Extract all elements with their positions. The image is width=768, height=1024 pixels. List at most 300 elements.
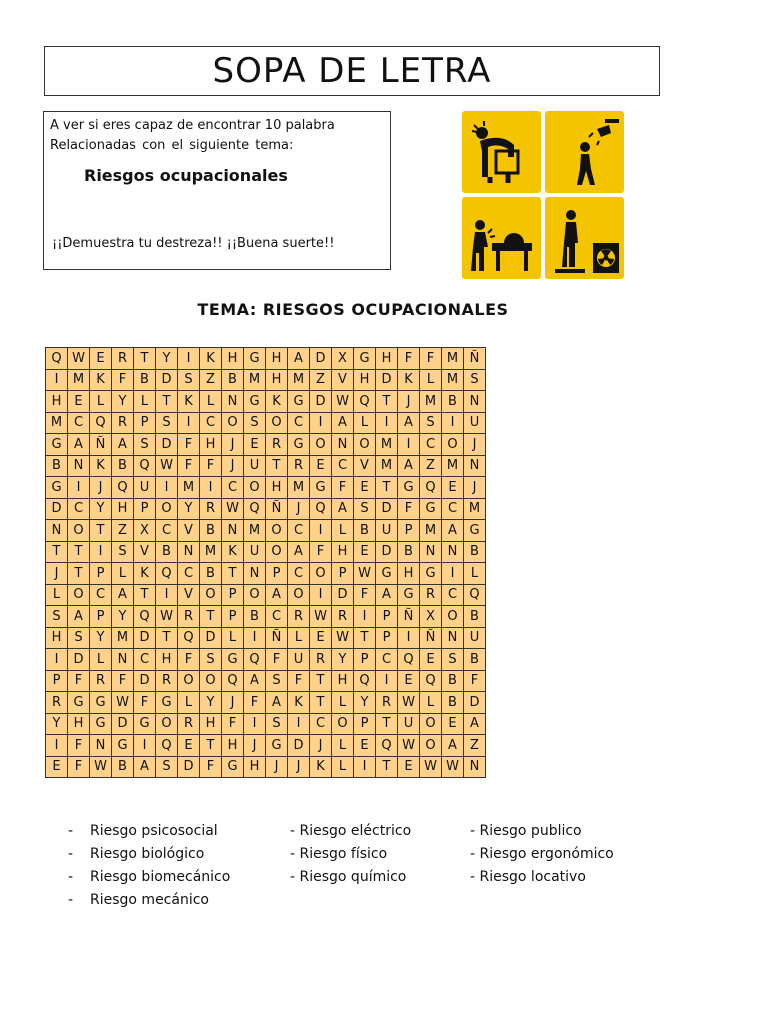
- grid-cell[interactable]: G: [398, 584, 420, 606]
- grid-cell[interactable]: W: [156, 606, 178, 628]
- grid-cell[interactable]: Y: [112, 391, 134, 413]
- grid-cell[interactable]: D: [310, 348, 332, 370]
- grid-cell[interactable]: L: [354, 412, 376, 434]
- grid-cell[interactable]: M: [288, 477, 310, 499]
- grid-cell[interactable]: T: [376, 713, 398, 735]
- grid-cell[interactable]: Y: [332, 649, 354, 671]
- grid-cell[interactable]: I: [156, 477, 178, 499]
- grid-cell[interactable]: R: [90, 670, 112, 692]
- grid-cell[interactable]: D: [112, 713, 134, 735]
- grid-cell[interactable]: D: [376, 498, 398, 520]
- grid-cell[interactable]: D: [376, 541, 398, 563]
- grid-cell[interactable]: K: [90, 455, 112, 477]
- grid-cell[interactable]: D: [376, 369, 398, 391]
- grid-cell[interactable]: N: [68, 455, 90, 477]
- grid-cell[interactable]: S: [442, 649, 464, 671]
- grid-cell[interactable]: I: [46, 735, 68, 757]
- grid-cell[interactable]: M: [464, 498, 486, 520]
- grid-cell[interactable]: C: [420, 434, 442, 456]
- grid-cell[interactable]: F: [178, 434, 200, 456]
- grid-cell[interactable]: A: [68, 434, 90, 456]
- grid-cell[interactable]: H: [266, 369, 288, 391]
- grid-cell[interactable]: T: [354, 627, 376, 649]
- grid-cell[interactable]: K: [310, 756, 332, 778]
- grid-cell[interactable]: N: [442, 541, 464, 563]
- grid-cell[interactable]: Z: [112, 520, 134, 542]
- grid-cell[interactable]: M: [200, 541, 222, 563]
- grid-cell[interactable]: P: [376, 606, 398, 628]
- grid-cell[interactable]: W: [332, 391, 354, 413]
- grid-cell[interactable]: F: [200, 756, 222, 778]
- grid-cell[interactable]: N: [332, 434, 354, 456]
- grid-cell[interactable]: N: [222, 391, 244, 413]
- grid-cell[interactable]: I: [178, 412, 200, 434]
- grid-cell[interactable]: E: [90, 348, 112, 370]
- grid-cell[interactable]: B: [442, 692, 464, 714]
- grid-cell[interactable]: N: [464, 756, 486, 778]
- grid-cell[interactable]: C: [376, 649, 398, 671]
- grid-cell[interactable]: D: [156, 369, 178, 391]
- grid-cell[interactable]: L: [222, 627, 244, 649]
- grid-cell[interactable]: S: [200, 649, 222, 671]
- grid-cell[interactable]: T: [90, 520, 112, 542]
- grid-cell[interactable]: C: [68, 498, 90, 520]
- grid-cell[interactable]: K: [90, 369, 112, 391]
- grid-cell[interactable]: H: [354, 369, 376, 391]
- grid-cell[interactable]: C: [288, 520, 310, 542]
- grid-cell[interactable]: F: [288, 670, 310, 692]
- grid-cell[interactable]: L: [420, 692, 442, 714]
- grid-cell[interactable]: Ñ: [420, 627, 442, 649]
- grid-cell[interactable]: E: [442, 477, 464, 499]
- grid-cell[interactable]: N: [178, 541, 200, 563]
- grid-cell[interactable]: Q: [310, 498, 332, 520]
- grid-cell[interactable]: U: [376, 520, 398, 542]
- grid-cell[interactable]: Q: [222, 670, 244, 692]
- grid-cell[interactable]: J: [222, 434, 244, 456]
- grid-cell[interactable]: T: [310, 692, 332, 714]
- grid-cell[interactable]: B: [442, 391, 464, 413]
- grid-cell[interactable]: Q: [244, 498, 266, 520]
- grid-cell[interactable]: O: [266, 412, 288, 434]
- grid-cell[interactable]: Q: [156, 735, 178, 757]
- grid-cell[interactable]: I: [200, 477, 222, 499]
- grid-cell[interactable]: F: [244, 692, 266, 714]
- grid-cell[interactable]: G: [244, 348, 266, 370]
- grid-cell[interactable]: V: [332, 369, 354, 391]
- grid-cell[interactable]: P: [134, 412, 156, 434]
- grid-cell[interactable]: C: [200, 412, 222, 434]
- grid-cell[interactable]: H: [332, 670, 354, 692]
- grid-cell[interactable]: O: [200, 670, 222, 692]
- grid-cell[interactable]: G: [68, 692, 90, 714]
- grid-cell[interactable]: M: [112, 627, 134, 649]
- grid-cell[interactable]: P: [134, 498, 156, 520]
- grid-cell[interactable]: N: [244, 563, 266, 585]
- grid-cell[interactable]: H: [46, 627, 68, 649]
- grid-cell[interactable]: I: [398, 434, 420, 456]
- grid-cell[interactable]: G: [244, 391, 266, 413]
- grid-cell[interactable]: S: [46, 606, 68, 628]
- grid-cell[interactable]: B: [442, 670, 464, 692]
- grid-cell[interactable]: D: [288, 735, 310, 757]
- grid-cell[interactable]: X: [134, 520, 156, 542]
- grid-cell[interactable]: G: [112, 735, 134, 757]
- grid-cell[interactable]: J: [46, 563, 68, 585]
- grid-cell[interactable]: S: [266, 670, 288, 692]
- grid-cell[interactable]: T: [376, 756, 398, 778]
- grid-cell[interactable]: B: [134, 369, 156, 391]
- grid-cell[interactable]: I: [46, 369, 68, 391]
- grid-cell[interactable]: D: [134, 670, 156, 692]
- grid-cell[interactable]: G: [156, 692, 178, 714]
- grid-cell[interactable]: M: [178, 477, 200, 499]
- grid-cell[interactable]: A: [266, 584, 288, 606]
- grid-cell[interactable]: O: [442, 606, 464, 628]
- grid-cell[interactable]: S: [178, 369, 200, 391]
- grid-cell[interactable]: O: [244, 584, 266, 606]
- grid-cell[interactable]: V: [354, 455, 376, 477]
- grid-cell[interactable]: M: [68, 369, 90, 391]
- grid-cell[interactable]: E: [244, 434, 266, 456]
- grid-cell[interactable]: I: [244, 713, 266, 735]
- grid-cell[interactable]: A: [266, 692, 288, 714]
- grid-cell[interactable]: C: [310, 713, 332, 735]
- grid-cell[interactable]: B: [46, 455, 68, 477]
- grid-cell[interactable]: P: [222, 606, 244, 628]
- grid-cell[interactable]: F: [134, 692, 156, 714]
- grid-cell[interactable]: A: [134, 756, 156, 778]
- grid-cell[interactable]: F: [398, 348, 420, 370]
- grid-cell[interactable]: O: [68, 520, 90, 542]
- grid-cell[interactable]: B: [464, 649, 486, 671]
- grid-cell[interactable]: M: [244, 520, 266, 542]
- grid-cell[interactable]: Y: [156, 348, 178, 370]
- grid-cell[interactable]: P: [354, 649, 376, 671]
- grid-cell[interactable]: K: [178, 391, 200, 413]
- grid-cell[interactable]: L: [178, 692, 200, 714]
- grid-cell[interactable]: L: [332, 692, 354, 714]
- grid-cell[interactable]: U: [244, 455, 266, 477]
- grid-cell[interactable]: T: [200, 606, 222, 628]
- grid-cell[interactable]: F: [310, 541, 332, 563]
- grid-cell[interactable]: T: [68, 541, 90, 563]
- grid-cell[interactable]: P: [354, 713, 376, 735]
- grid-cell[interactable]: E: [442, 713, 464, 735]
- grid-cell[interactable]: R: [420, 584, 442, 606]
- grid-cell[interactable]: N: [464, 455, 486, 477]
- grid-cell[interactable]: W: [354, 563, 376, 585]
- grid-cell[interactable]: K: [222, 541, 244, 563]
- grid-cell[interactable]: A: [398, 412, 420, 434]
- grid-cell[interactable]: D: [332, 584, 354, 606]
- grid-cell[interactable]: G: [222, 649, 244, 671]
- grid-cell[interactable]: Q: [46, 348, 68, 370]
- grid-cell[interactable]: J: [222, 455, 244, 477]
- grid-cell[interactable]: G: [464, 520, 486, 542]
- grid-cell[interactable]: M: [442, 348, 464, 370]
- grid-cell[interactable]: B: [112, 455, 134, 477]
- grid-cell[interactable]: M: [376, 455, 398, 477]
- grid-cell[interactable]: A: [112, 584, 134, 606]
- grid-cell[interactable]: I: [156, 584, 178, 606]
- grid-cell[interactable]: M: [442, 369, 464, 391]
- grid-cell[interactable]: O: [156, 498, 178, 520]
- grid-cell[interactable]: E: [310, 627, 332, 649]
- grid-cell[interactable]: C: [442, 498, 464, 520]
- grid-cell[interactable]: I: [68, 477, 90, 499]
- grid-cell[interactable]: U: [288, 649, 310, 671]
- grid-cell[interactable]: P: [46, 670, 68, 692]
- grid-cell[interactable]: Q: [464, 584, 486, 606]
- grid-cell[interactable]: H: [376, 348, 398, 370]
- grid-cell[interactable]: P: [222, 584, 244, 606]
- grid-cell[interactable]: I: [178, 348, 200, 370]
- grid-cell[interactable]: R: [178, 713, 200, 735]
- grid-cell[interactable]: L: [90, 649, 112, 671]
- grid-cell[interactable]: B: [464, 541, 486, 563]
- grid-cell[interactable]: F: [266, 649, 288, 671]
- grid-cell[interactable]: Y: [200, 692, 222, 714]
- grid-cell[interactable]: J: [464, 434, 486, 456]
- grid-cell[interactable]: T: [134, 584, 156, 606]
- grid-cell[interactable]: O: [310, 563, 332, 585]
- grid-cell[interactable]: T: [376, 391, 398, 413]
- grid-cell[interactable]: R: [200, 498, 222, 520]
- grid-cell[interactable]: N: [420, 541, 442, 563]
- grid-cell[interactable]: C: [288, 412, 310, 434]
- grid-cell[interactable]: N: [46, 520, 68, 542]
- grid-cell[interactable]: O: [266, 541, 288, 563]
- grid-cell[interactable]: T: [310, 670, 332, 692]
- grid-cell[interactable]: Q: [398, 649, 420, 671]
- grid-cell[interactable]: S: [266, 713, 288, 735]
- grid-cell[interactable]: L: [332, 520, 354, 542]
- grid-cell[interactable]: W: [90, 756, 112, 778]
- grid-cell[interactable]: W: [398, 692, 420, 714]
- grid-cell[interactable]: L: [134, 391, 156, 413]
- grid-cell[interactable]: A: [244, 670, 266, 692]
- grid-cell[interactable]: I: [376, 670, 398, 692]
- grid-cell[interactable]: Q: [376, 735, 398, 757]
- grid-cell[interactable]: R: [266, 434, 288, 456]
- grid-cell[interactable]: X: [420, 606, 442, 628]
- grid-cell[interactable]: B: [112, 756, 134, 778]
- grid-cell[interactable]: F: [354, 584, 376, 606]
- grid-cell[interactable]: D: [46, 498, 68, 520]
- grid-cell[interactable]: T: [68, 563, 90, 585]
- grid-cell[interactable]: Y: [354, 692, 376, 714]
- grid-cell[interactable]: W: [156, 455, 178, 477]
- grid-cell[interactable]: S: [354, 498, 376, 520]
- grid-cell[interactable]: N: [442, 627, 464, 649]
- grid-cell[interactable]: C: [134, 649, 156, 671]
- grid-cell[interactable]: K: [200, 348, 222, 370]
- grid-cell[interactable]: F: [112, 670, 134, 692]
- grid-cell[interactable]: X: [332, 348, 354, 370]
- grid-cell[interactable]: J: [288, 756, 310, 778]
- grid-cell[interactable]: A: [376, 584, 398, 606]
- grid-cell[interactable]: S: [156, 412, 178, 434]
- grid-cell[interactable]: A: [68, 606, 90, 628]
- grid-cell[interactable]: C: [156, 520, 178, 542]
- grid-cell[interactable]: G: [420, 563, 442, 585]
- grid-cell[interactable]: F: [222, 713, 244, 735]
- grid-cell[interactable]: J: [398, 391, 420, 413]
- grid-cell[interactable]: V: [178, 584, 200, 606]
- grid-cell[interactable]: H: [222, 348, 244, 370]
- grid-cell[interactable]: L: [464, 563, 486, 585]
- grid-cell[interactable]: R: [288, 606, 310, 628]
- grid-cell[interactable]: P: [398, 520, 420, 542]
- grid-cell[interactable]: Q: [244, 649, 266, 671]
- grid-cell[interactable]: E: [354, 477, 376, 499]
- grid-cell[interactable]: U: [464, 627, 486, 649]
- grid-cell[interactable]: O: [156, 713, 178, 735]
- grid-cell[interactable]: B: [244, 606, 266, 628]
- grid-cell[interactable]: W: [398, 735, 420, 757]
- grid-cell[interactable]: H: [332, 541, 354, 563]
- grid-cell[interactable]: R: [332, 606, 354, 628]
- grid-cell[interactable]: L: [332, 735, 354, 757]
- grid-cell[interactable]: G: [222, 756, 244, 778]
- grid-cell[interactable]: Z: [200, 369, 222, 391]
- grid-cell[interactable]: H: [398, 563, 420, 585]
- grid-cell[interactable]: S: [464, 369, 486, 391]
- grid-cell[interactable]: S: [420, 412, 442, 434]
- grid-cell[interactable]: I: [134, 735, 156, 757]
- grid-cell[interactable]: Y: [46, 713, 68, 735]
- grid-cell[interactable]: N: [90, 735, 112, 757]
- grid-cell[interactable]: G: [376, 563, 398, 585]
- grid-cell[interactable]: A: [112, 434, 134, 456]
- grid-cell[interactable]: L: [200, 391, 222, 413]
- grid-cell[interactable]: H: [244, 756, 266, 778]
- grid-cell[interactable]: A: [288, 348, 310, 370]
- grid-cell[interactable]: I: [398, 627, 420, 649]
- grid-cell[interactable]: Q: [134, 606, 156, 628]
- grid-cell[interactable]: G: [420, 498, 442, 520]
- grid-cell[interactable]: Z: [310, 369, 332, 391]
- grid-cell[interactable]: B: [200, 563, 222, 585]
- grid-cell[interactable]: G: [134, 713, 156, 735]
- grid-cell[interactable]: C: [90, 584, 112, 606]
- grid-cell[interactable]: G: [354, 348, 376, 370]
- grid-cell[interactable]: G: [288, 391, 310, 413]
- grid-cell[interactable]: U: [134, 477, 156, 499]
- grid-cell[interactable]: O: [200, 584, 222, 606]
- grid-cell[interactable]: M: [244, 369, 266, 391]
- grid-cell[interactable]: F: [68, 735, 90, 757]
- grid-cell[interactable]: L: [90, 391, 112, 413]
- grid-cell[interactable]: D: [68, 649, 90, 671]
- grid-cell[interactable]: J: [266, 756, 288, 778]
- grid-cell[interactable]: P: [90, 606, 112, 628]
- grid-cell[interactable]: G: [46, 477, 68, 499]
- grid-cell[interactable]: M: [420, 391, 442, 413]
- grid-cell[interactable]: Q: [354, 391, 376, 413]
- grid-cell[interactable]: H: [46, 391, 68, 413]
- grid-cell[interactable]: C: [288, 563, 310, 585]
- grid-cell[interactable]: Q: [354, 670, 376, 692]
- grid-cell[interactable]: Ñ: [90, 434, 112, 456]
- grid-cell[interactable]: O: [266, 520, 288, 542]
- grid-cell[interactable]: N: [464, 391, 486, 413]
- grid-cell[interactable]: G: [90, 713, 112, 735]
- grid-cell[interactable]: J: [464, 477, 486, 499]
- grid-cell[interactable]: G: [266, 735, 288, 757]
- grid-cell[interactable]: R: [376, 692, 398, 714]
- grid-cell[interactable]: G: [90, 692, 112, 714]
- grid-cell[interactable]: Y: [90, 627, 112, 649]
- grid-cell[interactable]: K: [398, 369, 420, 391]
- grid-cell[interactable]: B: [156, 541, 178, 563]
- grid-cell[interactable]: B: [200, 520, 222, 542]
- grid-cell[interactable]: F: [178, 649, 200, 671]
- grid-cell[interactable]: O: [420, 735, 442, 757]
- grid-cell[interactable]: Y: [178, 498, 200, 520]
- grid-cell[interactable]: I: [354, 756, 376, 778]
- grid-cell[interactable]: G: [310, 477, 332, 499]
- grid-cell[interactable]: P: [332, 563, 354, 585]
- grid-cell[interactable]: M: [442, 455, 464, 477]
- grid-cell[interactable]: Ñ: [464, 348, 486, 370]
- grid-cell[interactable]: S: [134, 434, 156, 456]
- grid-cell[interactable]: I: [442, 563, 464, 585]
- grid-cell[interactable]: T: [266, 455, 288, 477]
- grid-cell[interactable]: E: [178, 735, 200, 757]
- grid-cell[interactable]: T: [46, 541, 68, 563]
- grid-cell[interactable]: F: [200, 455, 222, 477]
- grid-cell[interactable]: M: [376, 434, 398, 456]
- grid-cell[interactable]: M: [288, 369, 310, 391]
- grid-cell[interactable]: I: [244, 627, 266, 649]
- grid-cell[interactable]: R: [288, 455, 310, 477]
- grid-cell[interactable]: K: [288, 692, 310, 714]
- grid-cell[interactable]: R: [310, 649, 332, 671]
- grid-cell[interactable]: H: [266, 348, 288, 370]
- grid-cell[interactable]: F: [178, 455, 200, 477]
- grid-cell[interactable]: E: [420, 649, 442, 671]
- grid-cell[interactable]: A: [332, 498, 354, 520]
- grid-cell[interactable]: J: [244, 735, 266, 757]
- grid-cell[interactable]: W: [420, 756, 442, 778]
- grid-cell[interactable]: A: [442, 735, 464, 757]
- grid-cell[interactable]: Q: [134, 455, 156, 477]
- grid-cell[interactable]: Q: [420, 670, 442, 692]
- grid-cell[interactable]: J: [310, 735, 332, 757]
- grid-cell[interactable]: Ñ: [266, 498, 288, 520]
- grid-cell[interactable]: F: [332, 477, 354, 499]
- grid-cell[interactable]: O: [332, 713, 354, 735]
- grid-cell[interactable]: F: [68, 756, 90, 778]
- grid-cell[interactable]: D: [178, 756, 200, 778]
- grid-cell[interactable]: F: [464, 670, 486, 692]
- grid-cell[interactable]: E: [310, 455, 332, 477]
- grid-cell[interactable]: W: [442, 756, 464, 778]
- grid-cell[interactable]: S: [156, 756, 178, 778]
- grid-cell[interactable]: I: [288, 713, 310, 735]
- grid-cell[interactable]: L: [288, 627, 310, 649]
- grid-cell[interactable]: D: [200, 627, 222, 649]
- grid-cell[interactable]: I: [376, 412, 398, 434]
- grid-cell[interactable]: R: [178, 606, 200, 628]
- grid-cell[interactable]: W: [222, 498, 244, 520]
- grid-cell[interactable]: H: [200, 434, 222, 456]
- grid-cell[interactable]: H: [156, 649, 178, 671]
- grid-cell[interactable]: E: [68, 391, 90, 413]
- grid-cell[interactable]: Q: [420, 477, 442, 499]
